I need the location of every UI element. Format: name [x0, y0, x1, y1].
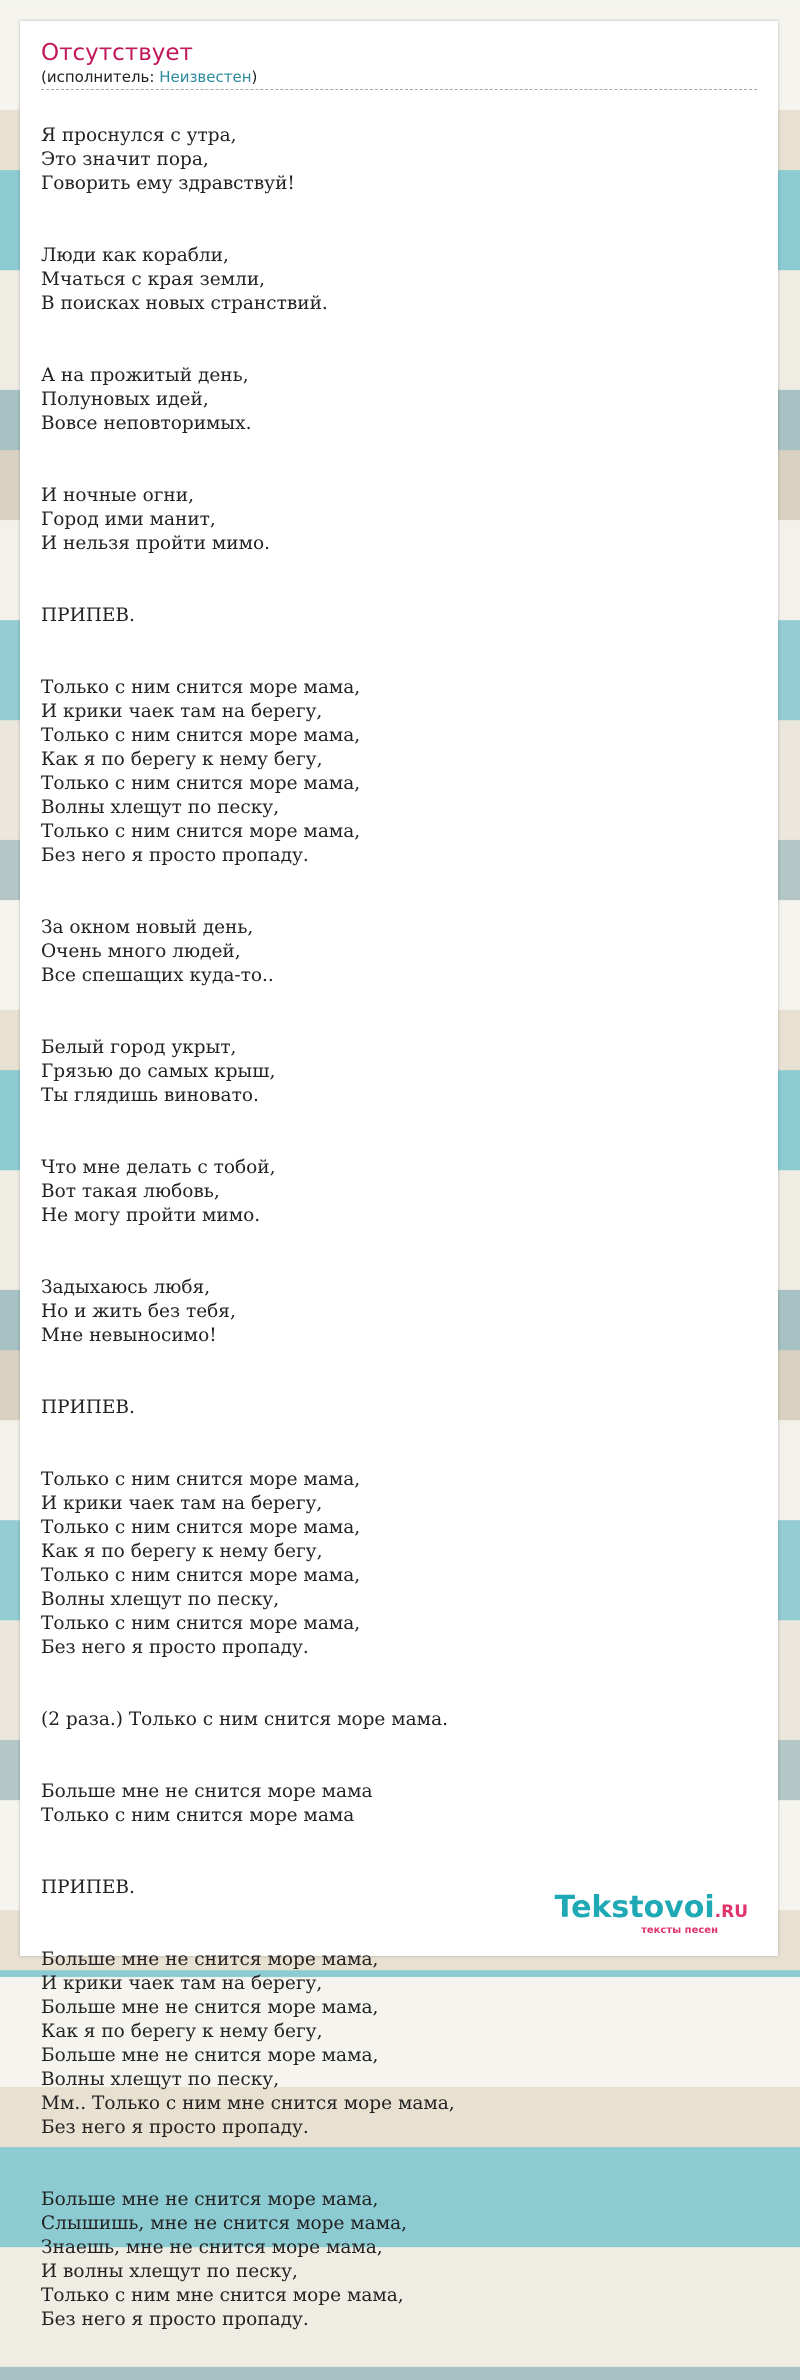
performer-suffix: ): [251, 68, 258, 86]
stanza: Больше мне не снится море мама, Слышишь, мне не снится море мама, Знаешь, мне не снится море мама, И волны хлещут по песку, Только с ним мне снится море мама, Без него я просто пропаду.: [41, 2189, 407, 2330]
stanza: Задыхаюсь любя, Но и жить без тебя, Мне невыносимо!: [41, 1277, 236, 1346]
stanza: Люди как корабли, Мчаться с края земли, В поисках новых странствий.: [41, 245, 328, 314]
chorus: Только с ним снится море мама, И крики чаек там на берегу, Только с ним снится море мама, Как я по берегу к нему бегу, Только с ним снится море мама, Волны хлещут по песку, Только с ним снится море мама, Без него я просто пропаду.: [41, 677, 361, 866]
chorus-marker: ПРИПЕВ.: [41, 1397, 135, 1418]
logo-tld: .RU: [714, 1902, 748, 1922]
site-logo[interactable]: [555, 1892, 748, 1936]
logo-name: Tekstovoi: [554, 1890, 715, 1925]
chorus: Больше мне не снится море мама, И крики чаек там на берегу, Больше мне не снится море мама, Как я по берегу к нему бегу, Больше мне не снится море мама, Волны хлещут по песку, Мм.. Только с ним мне снится море мама, Без него я просто пропаду.: [41, 1949, 455, 2138]
performer-line: [41, 67, 757, 90]
stanza: (2 раза.) Только с ним снится море мама.: [41, 1709, 448, 1730]
chorus: Только с ним снится море мама, И крики чаек там на берегу, Только с ним снится море мама, Как я по берегу к нему бегу, Только с ним снится море мама, Волны хлещут по песку, Только с ним снится море мама, Без него я просто пропаду.: [41, 1469, 361, 1658]
chorus-marker: ПРИПЕВ.: [41, 1877, 135, 1898]
logo-tagline: тексты песен: [641, 1925, 718, 1936]
stanza: Что мне делать с тобой, Вот такая любовь, Не могу пройти мимо.: [41, 1157, 276, 1226]
stanza: И ночные огни, Город ими манит, И нельзя пройти мимо.: [41, 485, 270, 554]
logo-wordmark: [555, 1892, 748, 1928]
performer-link[interactable]: Неизвестен: [159, 68, 252, 86]
lyrics-card: [20, 21, 778, 2330]
stanza: Больше мне не снится море мама Только с ним снится море мама: [41, 1781, 373, 1826]
stanza: А на прожитый день, Полуновых идей, Вовсе неповторимых.: [41, 365, 252, 434]
lyrics-text: [41, 100, 757, 2380]
song-title: Отсутствует: [41, 40, 193, 66]
stanza: За окном новый день, Очень много людей, Все спешащих куда-то..: [41, 917, 274, 986]
stanza: Белый город укрыт, Грязью до самых крыш, Ты глядишь виновато.: [41, 1037, 276, 1106]
chorus-marker: ПРИПЕВ.: [41, 605, 135, 626]
performer-prefix: (исполнитель:: [41, 68, 160, 86]
stanza: Я проснулся с утра, Это значит пора, Говорить ему здравствуй!: [41, 125, 295, 194]
